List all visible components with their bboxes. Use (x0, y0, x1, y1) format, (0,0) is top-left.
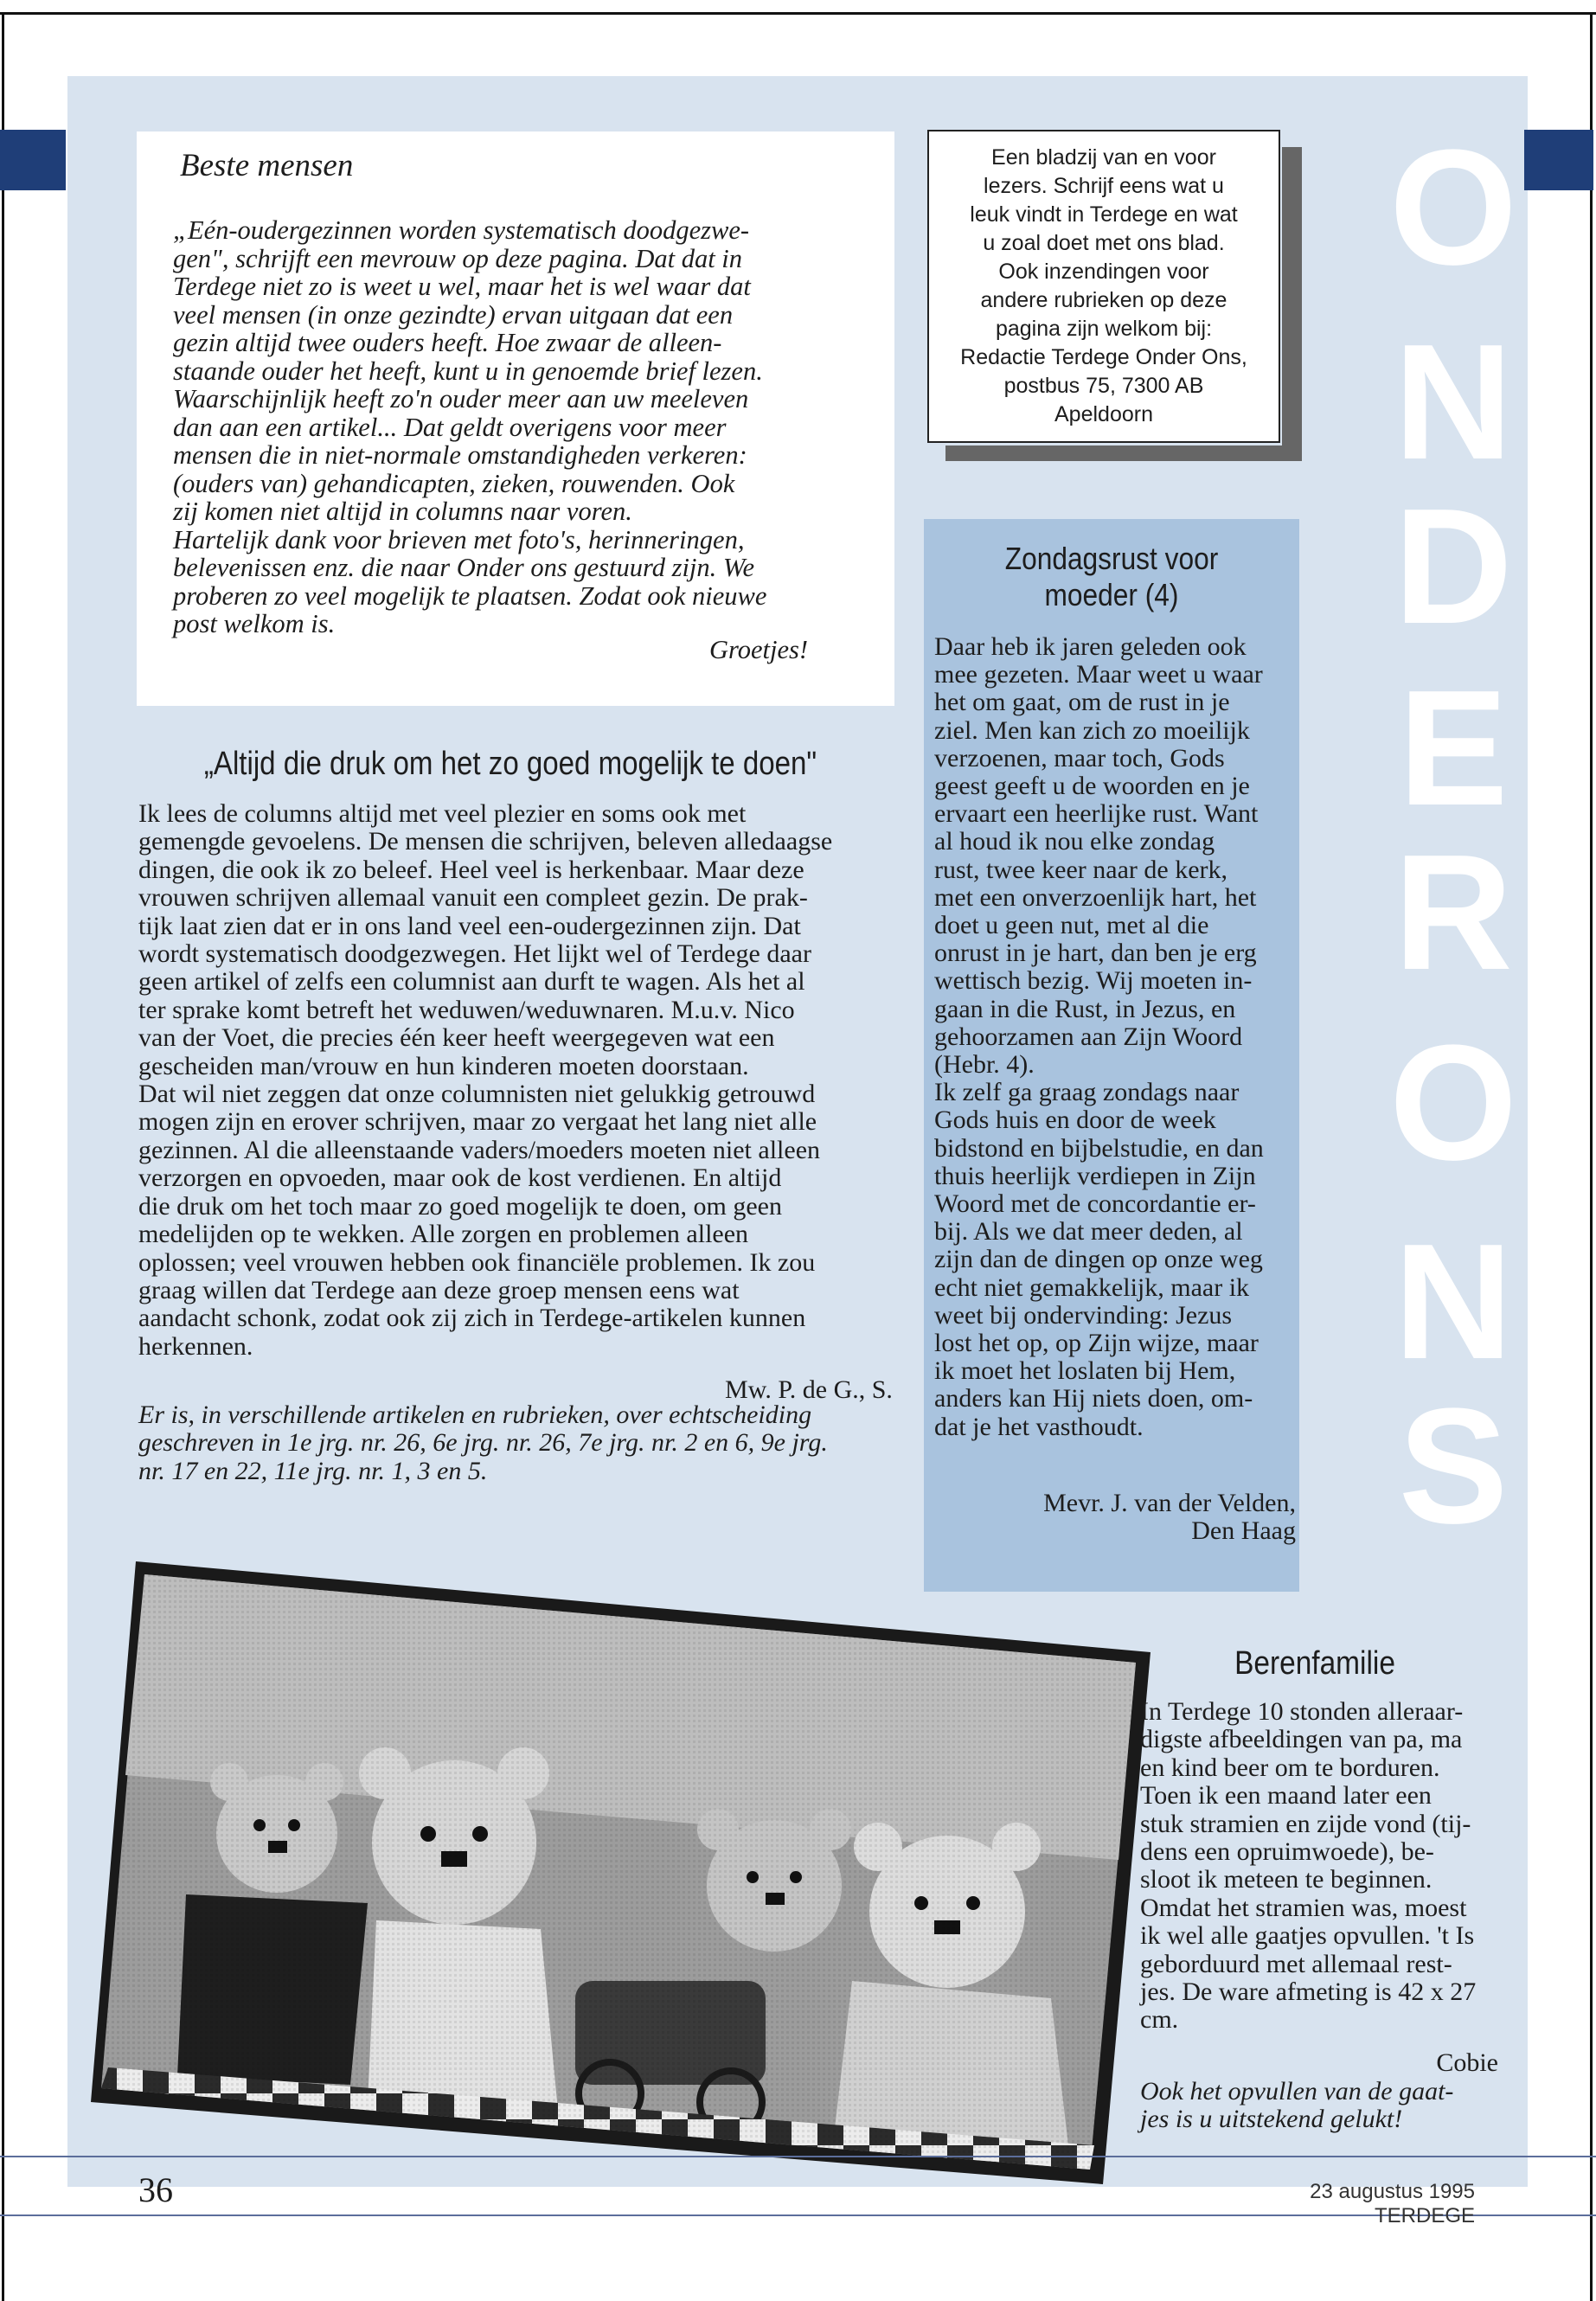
page-border-right (1590, 12, 1593, 2301)
intro-title: Beste mensen (180, 148, 354, 183)
blue-tab-right (1524, 130, 1593, 190)
info-box-shadow (945, 445, 1302, 461)
altijd-signature: Mw. P. de G., S. (725, 1375, 893, 1404)
berenfamilie-body: In Terdege 10 stonden alleraar- digste afbeeldingen van pa, ma en kind beer om te borduren. Toen ik een maand later een stuk stramien en zijde vond (tij- dens een opruimwoede), be- sloot ik meteen te beginnen. Omdat het stramien was, moest ik wel alle gaatjes opvullen. 't Is geborduurd met allemaal rest- jes. De ware afmeting is 42 x 27 cm. (1140, 1697, 1477, 2035)
intro-signoff: Groetjes! (709, 635, 809, 664)
banner-letter: O (1389, 116, 1517, 299)
info-box-shadow-side (1282, 147, 1302, 445)
zondagsrust-body: Daar heb ik jaren geleden ook mee gezeten. Maar weet u waar het om gaat, om de rust in je ziel. Men kan zich zo moeilijk verzoenen, maar toch, Gods geest geeft u de woorden en je ervaart een heerlijke rust. Want al houd ik nou elke zondag rust, twee keer naar de kerk, met een onverzoenlijk hart, het doet u geen nut, met al die onrust in je hart, dan ben je erg wettisch bezig. Wij moeten in- gaan in die Rust, in Jezus, en gehoorzamen aan Zijn Woord (Hebr. 4). Ik zelf ga graag zondags naar Gods huis en door de week bidstond en bijbelstudie, en dan thuis heerlijk verdiepen in Zijn Woord met de concordantie er- bij. Als we dat meer deden, al zijn dan de dingen op onze weg echt niet gemakkelijk, maar ik weet bij ondervinding: Jezus lost het op, op Zijn wijze, maar ik moet het loslaten bij Hem, anders kan Hij niets doen, om- dat je het vasthoudt. (934, 632, 1264, 1441)
banner-letter: N (1394, 1210, 1513, 1394)
intro-body: „Eén-oudergezinnen worden systematisch doodgezwe- gen", schrijft een mevrouw op deze pagina. Dat dat in Terdege niet zo is weet u wel, maar het is wel waar dat veel mensen (in onze gezindte) ervan uitgaan dat een gezin altijd twee ouders heeft. Hoe zwaar de alleen- staande ouder het heeft, kunt u in genoemde brief lezen. Waarschijnlijk heeft zo'n ouder meer aan uw meeleven dan aan een artikel... Dat geldt overigens voor meer mensen die in niet-normale omstandigheden verkeren: (ouders van) gehandicapten, zieken, rouwenden. Ook zij komen niet altijd in columns naar voren. Hartelijk dank voor brieven met foto's, herinneringen, belevenissen enz. die naar Onder ons gestuurd zijn. We proberen zo veel mogelijk te plaatsen. Zodat ook nieuwe post welkom is. (173, 215, 767, 638)
berenfamilie-signature: Cobie (1436, 2048, 1498, 2077)
berenfamilie-title: Berenfamilie (1234, 1645, 1395, 1682)
zondagsrust-title: Zondagsrust voor moeder (4) (1004, 541, 1219, 612)
footer-date: 23 augustus 1995 TERDEGE (1310, 2180, 1475, 2227)
info-box-text: Een bladzij van en voor lezers. Schrijf eens wat u leuk vindt in Terdege en wat u zoal doet met ons blad. Ook inzendingen voor andere rubrieken op deze pagina zijn welkom bij: Redactie Terdege Onder Ons, postbus 75, 7300 AB Apeldoorn (960, 145, 1247, 426)
banner-letter: O (1389, 1011, 1517, 1195)
banner-letter: D (1394, 475, 1513, 658)
page-border-top (0, 12, 1596, 15)
zondagsrust-signature: Mevr. J. van der Velden, Den Haag (1043, 1489, 1296, 1545)
footer-rule-top (0, 2156, 1596, 2157)
altijd-editor-note: Er is, in verschillende artikelen en rubrieken, over echtscheiding geschreven in 1e jrg. nr. 26, 6e jrg. nr. 26, 7e jrg. nr. 2 en 6, 9e jrg. nr. 17 en 22, 11e jrg. nr. 1, 3 en 5. (138, 1400, 828, 1485)
banner-letter: E (1398, 657, 1509, 840)
banner-letter: N (1394, 311, 1513, 494)
banner-letter: S (1398, 1375, 1509, 1558)
altijd-body: Ik lees de columns altijd met veel plezier en soms ook met gemengde gevoelens. De mensen die schrijven, beleven alledaagse dingen, die ook ik zo beleef. Heel veel is herkenbaar. Maar deze vrouwen schrijven allemaal vanuit een compleet gezin. De prak- tijk laat zien dat er in ons land veel een-oudergezinnen zijn. Dat wordt systematisch doodgezwegen. Het lijkt wel of Terdege daar geen artikel of zelfs een columnist aan durft te wagen. Als het al ter sprake komt betreft het weduwen/weduwnaren. M.u.v. Nico van der Voet, die precies één keer heeft weergegeven wat een gescheiden man/vrouw en hun kinderen moeten doorstaan. Dat wil niet zeggen dat onze columnisten niet gelukkig getrouwd mogen zijn en erover schrijven, maar zo vergaat het lang niet alle gezinnen. Al die alleenstaande vaders/moeders moeten niet alleen verzorgen en opvoeden, maar ook de kost verdienen. En altijd die druk om het toch maar zo goed mogelijk te doen, om geen medelijden op te wekken. Alle zorgen en problemen alleen oplossen; veel vrouwen hebben ook financiële problemen. Ik zou graag willen dat Terdege aan deze groep mensen eens wat aandacht schonk, zodat ook zij zich in Terdege-artikelen kunnen herkennen. (138, 799, 833, 1361)
banner-letter: R (1394, 821, 1513, 1004)
altijd-title: „Altijd die druk om het zo goed mogelijk te doen" (203, 746, 817, 782)
berenfamilie-editor-note: Ook het opvullen van de gaat- jes is u uitstekend gelukt! (1140, 2077, 1454, 2134)
embroidery-photo (91, 1548, 1151, 2184)
page-border-left (2, 12, 4, 2301)
blue-tab-left (0, 130, 66, 190)
bear-family-embroidery-icon (91, 1548, 1151, 2184)
page-number: 36 (138, 2170, 173, 2209)
